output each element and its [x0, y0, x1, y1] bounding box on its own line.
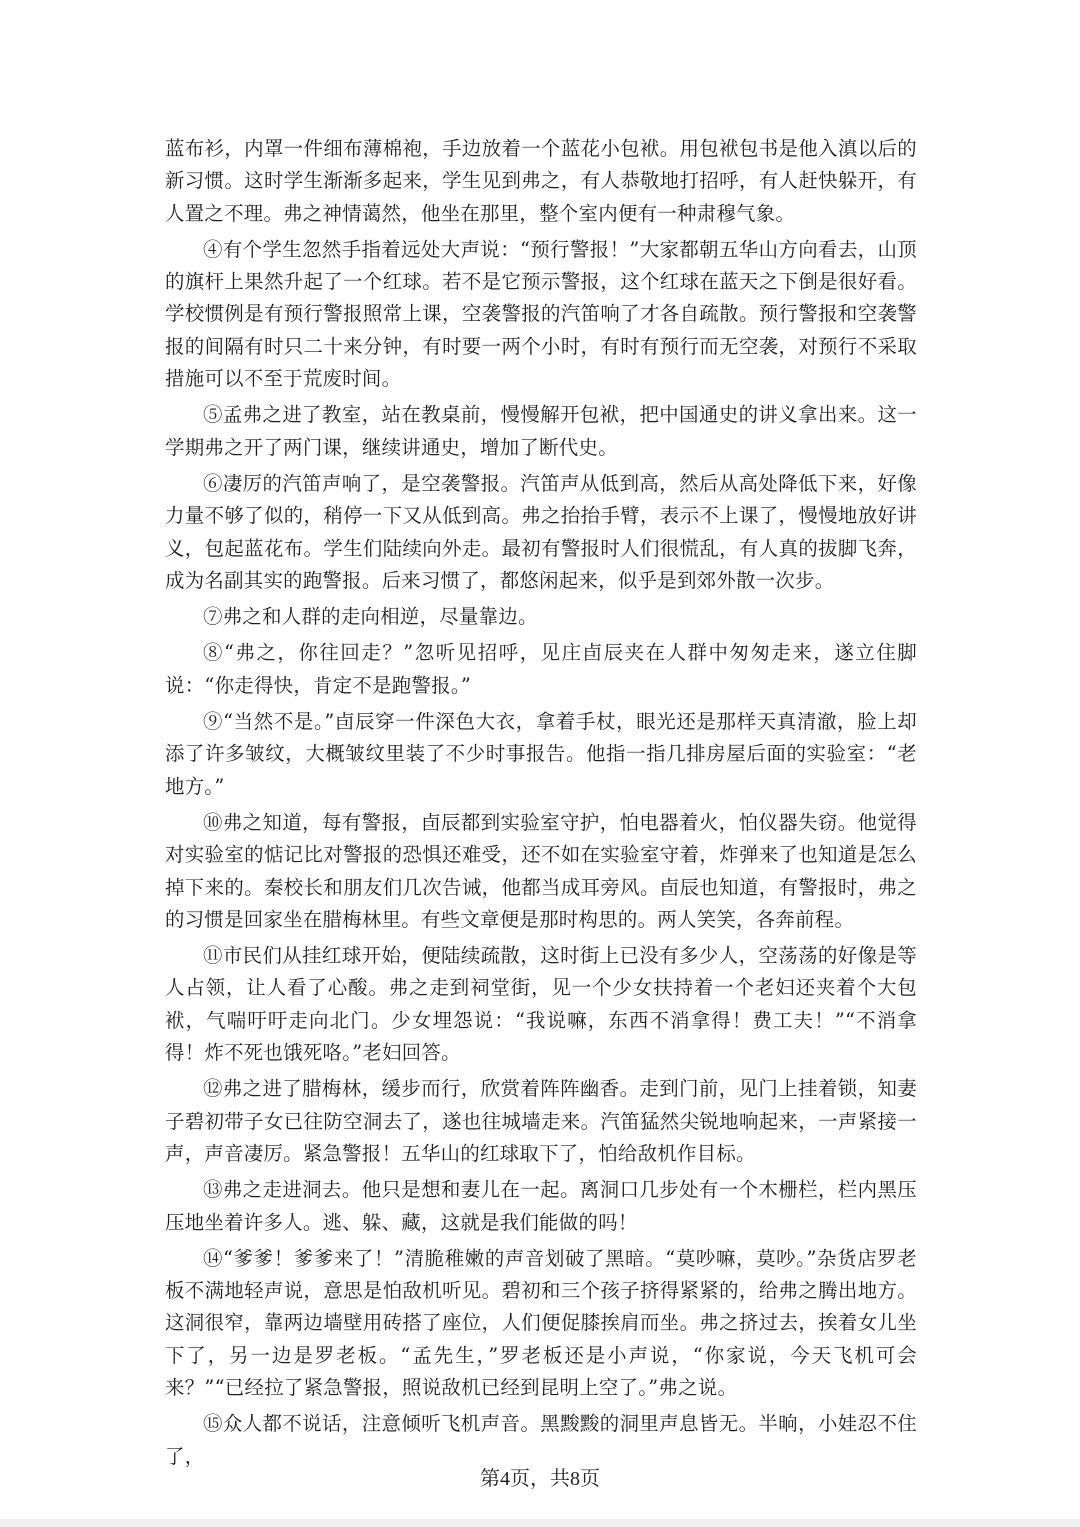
page-bottom-edge	[0, 1519, 1080, 1527]
paragraph-7: ⑦弗之和人群的走向相逆，尽量靠边。	[203, 605, 538, 629]
paragraph-9: ⑨“当然不是。”卣辰穿一件深色大衣，拿着手杖，眼光还是那样天真清澈，脸上却添了许多皱纹，大概皱纹里装了不少时事报告。他指一指几排房屋后面的实验室：“老地方。”	[165, 710, 917, 798]
article-body	[165, 133, 917, 1473]
paragraph-4: ④有个学生忽然手指着远处大声说：“预行警报！”大家都朝五华山方向看去，山顶的旗杆上果然升起了一个红球。若不是它预示警报，这个红球在蓝天之下倒是很好看。学校惯例是有预行警报照常上课，空袭警报的汽笛响了才各自疏散。预行警报和空袭警报的间隔有时只二十来分钟，有时要一两个小时，有时有预行而无空袭，对预行不采取措施可以不至于荒废时间。	[165, 237, 917, 391]
paragraph-10: ⑩弗之知道，每有警报，卣辰都到实验室守护，怕电器着火，怕仪器失窃。他觉得对实验室的惦记比对警报的恐惧还难受，还不如在实验室守着，炸弹来了也知道是怎么掉下来的。秦校长和朋友们几次告诫，他都当成耳旁风。卣辰也知道，有警报时，弗之的习惯是回家坐在腊梅林里。有些文章便是那时构思的。两人笑笑，各奔前程。	[165, 810, 917, 931]
paragraph-13: ⑬弗之走进洞去。他只是想和妻儿在一起。离洞口几步处有一个木栅栏，栏内黑压压地坐着许多人。逃、躲、藏，这就是我们能做的吗！	[165, 1178, 917, 1234]
paragraph-6: ⑥凄厉的汽笛声响了，是空袭警报。汽笛声从低到高，然后从高处降低下来，好像力量不够了似的，稍停一下又从低到高。弗之抬抬手臂，表示不上课了，慢慢地放好讲义，包起蓝花布。学生们陆续向外走。最初有警报时人们很慌乱，有人真的拔脚飞奔，成为名副其实的跑警报。后来习惯了，都悠闲起来，似乎是到郊外散一次步。	[165, 471, 917, 592]
paragraph-continuation: 蓝布衫，内罩一件细布薄棉袍，手边放着一个蓝花小包袱。用包袱包书是他入滇以后的新习惯。这时学生渐渐多起来，学生见到弗之，有人恭敬地打招呼，有人赶快躲开，有人置之不理。弗之神情蔼然，他坐在那里，整个室内便有一种肃穆气象。	[165, 137, 917, 225]
paragraph-12: ⑫弗之进了腊梅林，缓步而行，欣赏着阵阵幽香。走到门前，见门上挂着锁，知妻子碧初带子女已往防空洞去了，遂也往城墙走来。汽笛猛然尖锐地响起来，一声紧接一声，声音凄厉。紧急警报！五华山的红球取下了，怕给敌机作目标。	[165, 1077, 917, 1165]
page-number-footer: 第4页，共8页	[480, 1468, 600, 1490]
paragraph-5: ⑤孟弗之进了教室，站在教桌前，慢慢解开包袱，把中国通史的讲义拿出来。这一学期弗之开了两门课，继续讲通史，增加了断代史。	[165, 403, 917, 459]
paragraph-8: ⑧“弗之，你往回走？”忽听见招呼，见庄卣辰夹在人群中匆匆走来，遂立住脚说：“你走得快，肯定不是跑警报。”	[165, 641, 917, 697]
paragraph-15: ⑮众人都不说话，注意倾听飞机声音。黑黢黢的洞里声息皆无。半晌，小娃忍不住了，	[165, 1412, 917, 1468]
paragraph-11: ⑪市民们从挂红球开始，便陆续疏散，这时街上已没有多少人，空荡荡的好像是等人占领，让人看了心酸。弗之走到祠堂街，见一个少女扶持着一个老妇还夹着个大包袱，气喘吁吁走向北门。少女埋怨说：“我说嘛，东西不消拿得！费工夫！”“不消拿得！炸不死也饿死咯。”老妇回答。	[165, 944, 917, 1065]
paragraph-14: ⑭“爹爹！爹爹来了！”清脆稚嫩的声音划破了黑暗。“莫吵嘛，莫吵。”杂货店罗老板不满地轻声说，意思是怕敌机听见。碧初和三个孩子挤得紧紧的，给弗之腾出地方。这洞很窄，靠两边墙壁用砖搭了座位，人们便促膝挨肩而坐。弗之挤过去，挨着女儿坐下了，另一边是罗老板。“孟先生，”罗老板还是小声说，“你家说，今天飞机可会来？”“已经拉了紧急警报，照说敌机已经到昆明上空了。”弗之说。	[165, 1246, 917, 1399]
